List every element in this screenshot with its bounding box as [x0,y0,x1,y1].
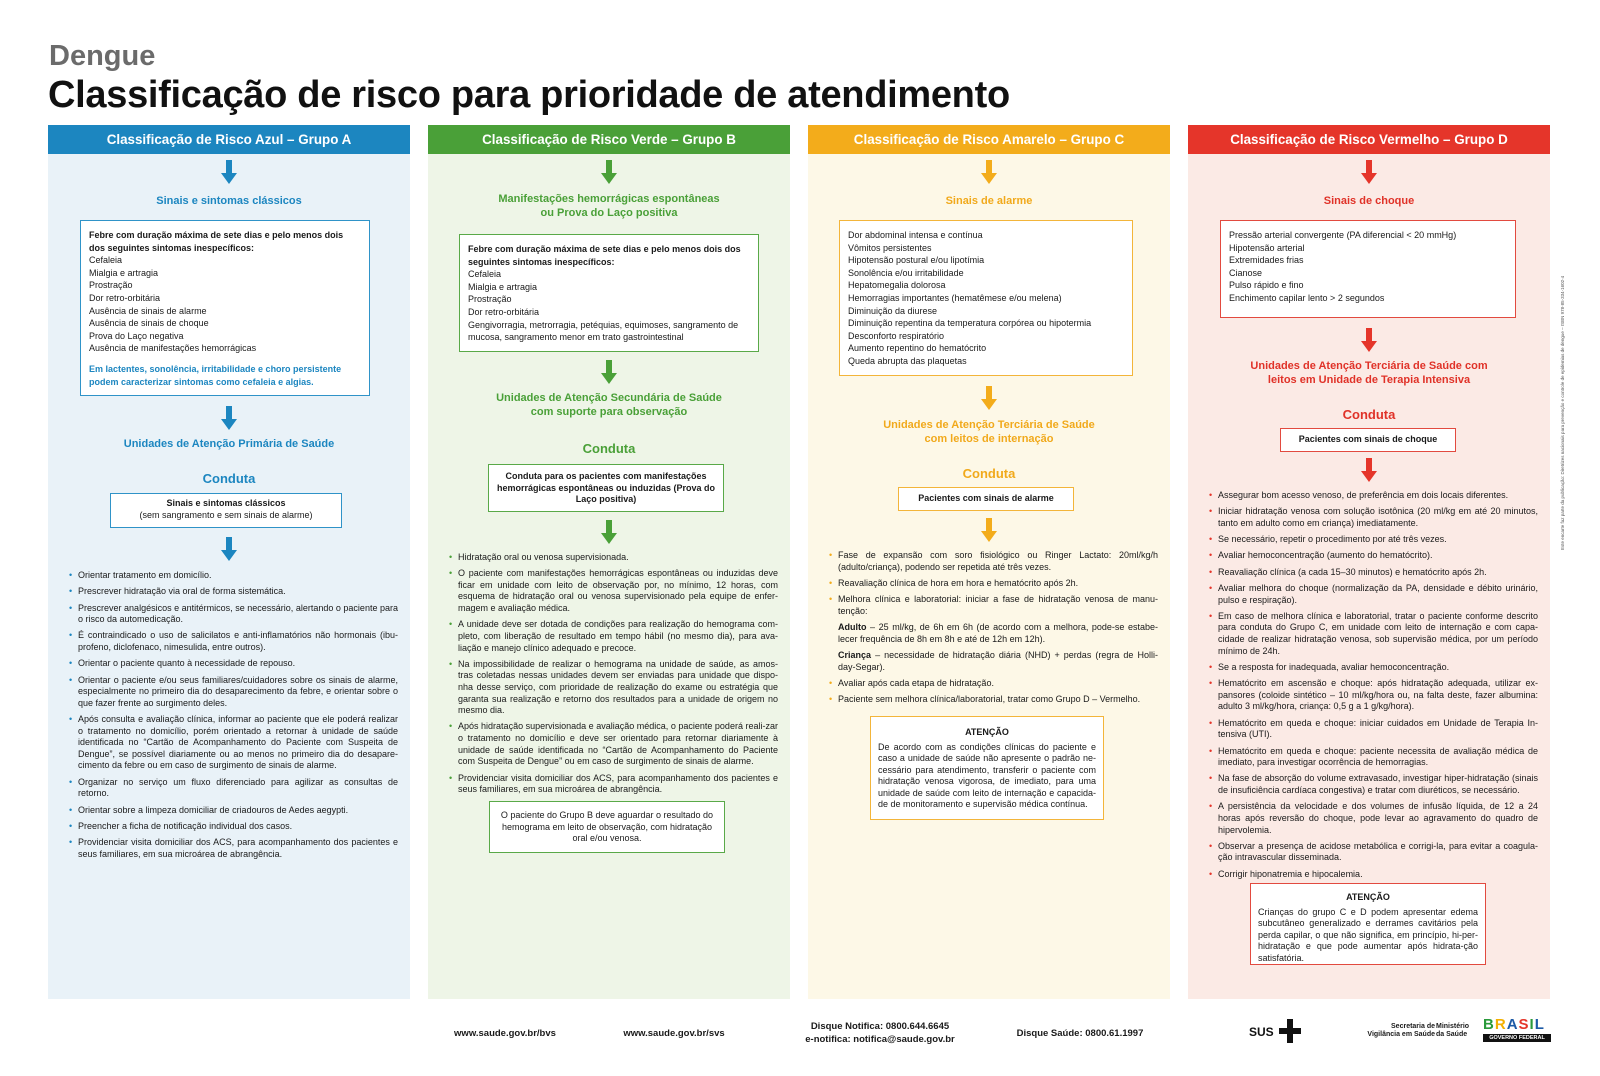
list-item: Vômitos persistentes [848,242,932,253]
crianca-text: – necessidade de hidratação diária (NHD) + perdas (regra de Holli-day-Segar). [838,649,1158,672]
list-item: Hepatomegalia dolorosa [848,280,946,291]
list-item: Enchimento capilar lento > 2 segundos [1229,292,1385,303]
footer-notifica [780,1020,980,1046]
sus-logo-text: SUS [1249,1025,1274,1039]
group-a-subtitle: Sinais e sintomas clássicos [156,195,302,207]
arrow-down-icon [601,520,617,544]
arrow-down-icon [981,386,997,410]
group-c-alarm-box [839,220,1133,376]
list-item: Hipotensão postural e/ou lipotímia [848,255,985,266]
list-item: • Orientar sobre a limpeza domiciliar de criadouros de Aedes aegypti. [78,805,398,817]
list-item: • Observar a presença de acidose metabólica e corrigi-la, para evitar a coagula-ção intravascular disseminada. [1218,841,1538,864]
group-d-unit-line-1: Unidades de Atenção Terciária de Saúde com [1250,360,1488,372]
group-c-column [808,125,1170,999]
group-b-header: Classificação de Risco Verde – Grupo B [428,125,790,154]
list-item: • Fase de expansão com soro fisiológico ou Ringer Lactato: 20ml/kg/h (adulto/criança), podendo ser repetida até três vezes. [838,550,1158,573]
adulto-text: – 25 ml/kg, de 6h em 6h (de acordo com a melhora, pode-se estabe-lecer frequência de 8h em 8h e até de 12h em 12h). [838,622,1158,644]
group-b-symptoms-list [468,268,750,344]
arrow-down-icon [601,160,617,184]
list-item: Mialgia e artragia [468,281,538,292]
list-item: Cefaleia [468,269,502,280]
list-item: • É contraindicado o uso de salicilatos e anti-inflamatórios não hormonais (ibu-profeno, diclofenaco, nimesulida, entre outros). [78,630,398,653]
list-item: • Após consulta e avaliação clínica, informar ao paciente que ele poderá realizar o tratamento no domicílio, porém orientado a retornar à unidade de saúde identificada no “Cartão de Acompanhamento do Paciente com Suspeita de Dengue”, se possível diariamente ou ao menos no primeiro dia do desapare-cimento da febre ou em caso de surgimento de sinais de alarme. [78,714,398,772]
group-a-conduta-box-title: Sinais e sintomas clássicos [166,498,286,508]
list-item: Gengivorragia, metrorragia, petéquias, equimoses, sangramento de mucosa, sangramento menor em trato gastrointestinal [468,319,739,343]
group-b-subtitle-line-2: ou Prova do Laço positiva [540,207,678,219]
list-item: • Na impossibilidade de realizar o hemograma na unidade de saúde, as amos-tras coletadas nessas unidades devem ser enviadas para unidade que dispo-nha desse serviço, com prioridade de realização do exame ou estratégia que garanta sua realização e retorno dos resultados para a unidade de origem no mesmo dia. [458,659,778,717]
arrow-down-icon [1361,328,1377,352]
footer-disque-saude: Disque Saúde: 0800.61.1997 [1016,1028,1144,1039]
footer-link-bvs[interactable]: www.saude.gov.br/bvs [454,1028,556,1039]
list-item: • O paciente com manifestações hemorrágicas espontâneas ou induzidas deve ficar em unidade com leito de observação por, no mínimo, 12 horas, com esquema de hidratação oral ou venosa supervisionado pela equipe de enfer-magem e avaliação médica. [458,568,778,614]
group-d-conduta-box: Pacientes com sinais de choque [1280,428,1456,452]
ms-logo-text [1436,1023,1481,1039]
list-item-adulto [838,622,1158,645]
group-c-unit [808,418,1170,446]
list-item: Dor abdominal intensa e contínua [848,230,983,240]
group-a-body [48,154,410,999]
group-a-column [48,125,410,999]
group-c-alarm-list [848,229,1124,368]
list-item: • Assegurar bom acesso venoso, de preferência em dois locais diferentes. [1218,490,1538,502]
group-b-column [428,125,790,999]
group-c-unit-line-1: Unidades de Atenção Terciária de Saúde [883,419,1095,431]
group-b-conduta-title: Conduta [582,441,636,456]
list-item: • Reavaliação clínica (a cada 15–30 minutos) e hematócrito após 2h. [1218,567,1538,579]
list-item: Extremidades frias [1229,255,1304,266]
list-item: • Prescrever analgésicos e antitérmicos, se necessário, alertando o paciente para o risco da automedicação. [78,603,398,626]
footer-link-svs[interactable]: www.saude.gov.br/svs [623,1028,725,1039]
brasil-logo-word: BRASIL [1483,1016,1545,1033]
list-item: • Em caso de melhora clínica e laboratorial, tratar o paciente conforme descrito para conduta do Grupo C, em unidade com leito de internação e com capa-cidade de realizar hidratação venosa, sob supervisão médica, por um período mínimo de 24h. [1218,611,1538,657]
group-c-conduta-list [828,550,1158,710]
side-publication-note: Este encarte faz parte da publicação: Diretrizes nacionais para prevenção e controle de epidemias de dengue – ISBN 978-85-334-1602-4 [1560,275,1565,550]
group-d-conduta-list [1208,490,1538,885]
group-b-unit [428,391,790,419]
list-item: • A persistência da velocidade e dos volumes de infusão líquida, de 12 a 24 horas após reversão do choque, pode levar ao agravamento do quadro de hipervolemia. [1218,801,1538,836]
list-item: • Providenciar visita domiciliar dos ACS, para acompanhamento dos pacientes e seus familiares, em sua microárea de abrangência. [78,837,398,860]
group-d-attention-text: Crianças do grupo C e D podem apresentar edema subcutâneo generalizado e derrames cavitários pela perda capilar, o que não significa, em princípio, hi-per-hidratação e que pode aumentar após hidrata-ção satisfatória. [1258,906,1478,963]
footer-notifica-phone: Disque Notifica: 0800.644.6645 [810,1021,950,1032]
list-item: • Prescrever hidratação via oral de forma sistemática. [78,586,398,598]
group-d-attention-box [1250,883,1486,965]
page-title: Classificação de risco para prioridade de atendimento [48,74,1010,116]
group-a-conduta-list [68,570,398,865]
footer-notifica-email[interactable]: e-notifica: notifica@saude.gov.br [805,1034,955,1045]
group-b-symptoms-box [459,234,759,352]
group-a-symptoms-list [89,254,361,355]
list-item: • Hematócrito em ascensão e choque: após hidratação adequada, utilizar ex-pansores (coloide sintético – 10 ml/kg/hora ou, na falta deste, fazer albumina: adulto 3 ml/kg/hora, criança: 0,5 g a 1 g/kg/hora). [1218,678,1538,713]
list-item: Hemorragias importantes (hematêmese e/ou melena) [848,292,1062,303]
list-item: Diminuição repentina da temperatura corpórea ou hipotermia [848,318,1092,329]
brasil-logo-sub: GOVERNO FEDERAL [1483,1034,1551,1042]
group-c-attention-title: ATENÇÃO [965,727,1009,737]
ms-line-1: Ministério [1436,1023,1470,1030]
list-item: • Providenciar visita domiciliar dos ACS, para acompanhamento dos pacientes e seus familiares, em sua microárea de abrangência. [458,773,778,796]
list-item: Ausência de sinais de choque [89,318,209,329]
arrow-down-icon [221,537,237,561]
list-item: • Avaliar após cada etapa de hidratação. [838,678,1158,690]
group-d-conduta-title: Conduta [1342,407,1396,422]
list-item: • Avaliar hemoconcentração (aumento do hematócrito). [1218,550,1538,562]
list-item: Sonolência e/ou irritabilidade [848,267,964,278]
list-item: Prostração [468,294,512,305]
group-a-conduta-box-sub: (sem sangramento e sem sinais de alarme) [139,509,313,520]
svs-line-1: Secretaria de [1391,1023,1435,1030]
list-item: Dor retro-orbitária [468,306,540,317]
group-d-subtitle: Sinais de choque [1323,195,1415,207]
list-item: Diminuição da diurese [848,305,938,316]
adulto-label: Adulto [838,622,867,633]
group-b-unit-line-2: com suporte para observação [530,406,688,418]
list-item-crianca [838,650,1158,673]
list-item: • Na fase de absorção do volume extravasado, investigar hiper-hidratação (sinais de insuficiência cardíaca congestiva) e tratar com diuréticos, se necessário. [1218,773,1538,796]
list-item: • Reavaliação clínica de hora em hora e hematócrito após 2h. [838,578,1158,590]
pre-title: Dengue [49,40,156,72]
group-d-unit [1188,359,1550,387]
group-b-unit-line-1: Unidades de Atenção Secundária de Saúde [496,392,722,404]
list-item: • Se necessário, repetir o procedimento por até três vezes. [1218,534,1538,546]
group-a-unit: Unidades de Atenção Primária de Saúde [123,438,335,450]
group-b-body [428,154,790,999]
group-c-unit-line-2: com leitos de internação [924,433,1054,445]
group-d-column [1188,125,1550,999]
group-d-header: Classificação de Risco Vermelho – Grupo D [1188,125,1550,154]
list-item: Dor retro-orbitária [89,292,161,303]
group-d-attention-title: ATENÇÃO [1346,892,1390,902]
list-item: Prova do Laço negativa [89,330,184,341]
arrow-down-icon [221,160,237,184]
ms-line-2: da Saúde [1436,1031,1468,1038]
list-item: Ausência de manifestações hemorrágicas [89,343,257,354]
group-c-attention-text: De acordo com as condições clínicas do paciente e caso a unidade de saúde não apresente o padrão ne-cessário para atendimento, transferir o paciente com hidratação venosa vigorosa, de imediato, para uma unidade de saúde com leito de internação e capacida-de de monitoramento e supervisão médica contínua. [878,741,1096,809]
group-a-symptoms-box [80,220,370,396]
list-item: • Após hidratação supervisionada e avaliação médica, o paciente poderá reali-zar o tratamento no domicílio e deve ser orientado para retornar diariamente à unidade de saúde identificada no “Cartão de Acompanhamento do Paciente com Suspeita de Dengue” ou em caso de surgimento de sinais de alarme. [458,721,778,767]
list-item: • Avaliar melhora do choque (normalização da PA, densidade e débito urinário, pulso e respiração). [1218,583,1538,606]
arrow-down-icon [1361,160,1377,184]
group-c-header: Classificação de Risco Amarelo – Grupo C [808,125,1170,154]
svs-logo-text [1355,1023,1435,1039]
list-item: Queda abrupta das plaquetas [848,355,967,366]
list-item: • Preencher a ficha de notificação individual dos casos. [78,821,398,833]
list-item: • Orientar o paciente quanto à necessidade de repouso. [78,658,398,670]
group-d-shock-box [1220,220,1516,318]
list-item: • A unidade deve ser dotada de condições para realização do hemograma com-pleto, com liberação de resultado em tempo hábil (no mesmo dia), para ava-liação e manejo clínico adequado e precoce. [458,619,778,654]
group-c-attention-box [870,716,1104,820]
group-b-note-box: O paciente do Grupo B deve aguardar o resultado do hemograma em leito de observação, com hidratação oral e/ou venosa. [489,801,725,853]
group-b-conduta-list [448,552,778,800]
svs-line-2: Vigilância em Saúde [1367,1031,1435,1038]
brasil-logo [1483,1016,1551,1048]
list-item: • Hidratação oral ou venosa supervisionada. [458,552,778,564]
group-a-conduta-box [110,493,342,528]
list-item: • Orientar o paciente e/ou seus familiares/cuidadores sobre os sinais de alarme, especialmente no primeiro dia do desaparecimento da febre, e orientar sobre o que fazer frente ao surgimento deles. [78,675,398,710]
arrow-down-icon [601,360,617,384]
list-item: • Se a resposta for inadequada, avaliar hemoconcentração. [1218,662,1538,674]
group-b-conduta-box: Conduta para os pacientes com manifestações hemorrágicas espontâneas ou induzidas (Prova do Laço positiva) [488,464,724,512]
group-a-conduta-title: Conduta [202,471,256,486]
crianca-label: Criança [838,649,872,660]
group-a-box-lead: Febre com duração máxima de sete dias e pelo menos dois dos seguintes sintomas inespecíficos: [89,230,344,253]
group-b-subtitle-line-1: Manifestações hemorrágicas espontâneas [498,193,720,205]
list-item: • Corrigir hiponatremia e hipocalemia. [1218,869,1538,881]
list-item: • Hematócrito em queda e choque: iniciar cuidados em Unidade de Terapia In-tensiva (UTI). [1218,718,1538,741]
list-item: • Melhora clínica e laboratorial: iniciar a fase de hidratação venosa de manu-tenção: [838,594,1158,617]
group-b-box-lead: Febre com duração máxima de sete dias e pelo menos dois dos seguintes sintomas inespecíficos: [468,244,741,267]
list-item: Prostração [89,280,133,291]
group-c-conduta-box: Pacientes com sinais de alarme [898,487,1074,511]
group-b-subtitle [428,192,790,220]
arrow-down-icon [1361,458,1377,482]
group-d-shock-list [1229,229,1507,305]
arrow-down-icon [221,406,237,430]
list-item: Mialgia e artragia [89,267,159,278]
group-d-body [1188,154,1550,999]
list-item: Pulso rápido e fino [1229,280,1304,291]
list-item: Desconforto respiratório [848,330,945,341]
list-item: Cefaleia [89,255,123,266]
group-c-body [808,154,1170,999]
list-item: Cianose [1229,267,1263,278]
list-item: Hipotensão arterial [1229,242,1305,253]
list-item: • Paciente sem melhora clínica/laboratorial, tratar como Grupo D – Vermelho. [838,694,1158,706]
list-item: • Hematócrito em queda e choque: paciente necessita de avaliação médica de imediato, para investigar ocorrência de hemorragias. [1218,746,1538,769]
list-item: • Orientar tratamento em domicílio. [78,570,398,582]
group-c-conduta-title: Conduta [962,466,1016,481]
list-item: Pressão arterial convergente (PA diferencial < 20 mmHg) [1229,230,1457,240]
list-item: • Iniciar hidratação venosa com solução isotônica (20 ml/kg em até 20 minutos, tanto em adulto como em criança) imediatamente. [1218,506,1538,529]
sus-logo [1249,1017,1319,1045]
group-c-subtitle: Sinais de alarme [945,195,1033,207]
group-a-box-note: Em lactentes, sonolência, irritabilidade e choro persistente podem caracterizar sintomas como cefaleia e algias. [89,363,342,387]
list-item: • Organizar no serviço um fluxo diferenciado para agilizar as consultas de retorno. [78,777,398,800]
arrow-down-icon [981,518,997,542]
group-a-header: Classificação de Risco Azul – Grupo A [48,125,410,154]
group-d-unit-line-2: leitos em Unidade de Terapia Intensiva [1267,374,1471,386]
list-item: Aumento repentino do hematócrito [848,343,987,354]
sus-cross-icon [1279,1019,1301,1043]
list-item: Ausência de sinais de alarme [89,305,207,316]
arrow-down-icon [981,160,997,184]
